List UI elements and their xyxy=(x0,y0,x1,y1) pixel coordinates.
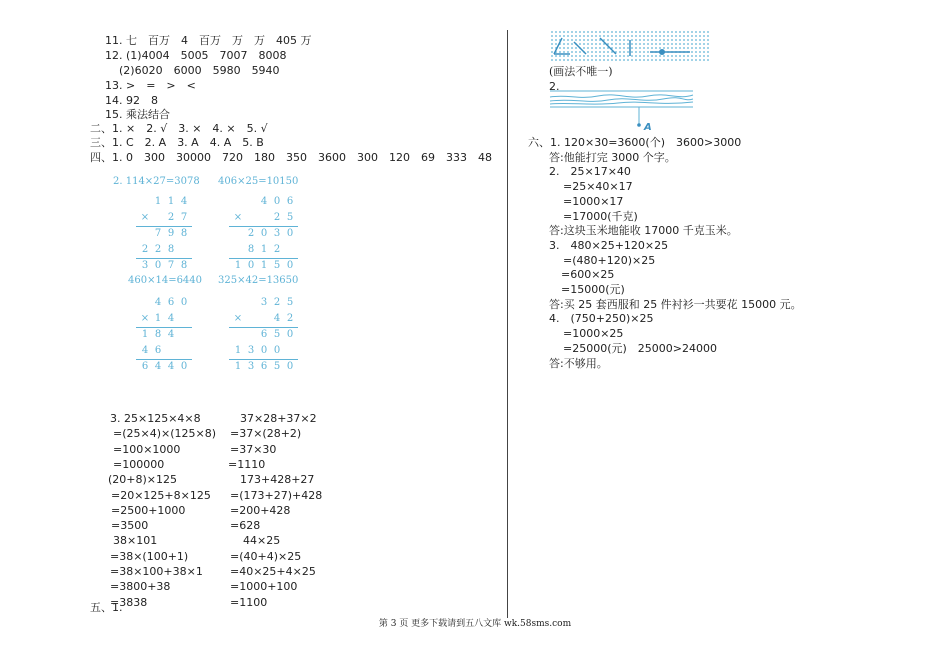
vertical-calc-406x25 xyxy=(231,196,306,276)
calc-digit: × xyxy=(233,212,243,223)
vertical-calc-114x27 xyxy=(138,196,198,276)
calc-digit: × xyxy=(140,313,150,324)
calc-digit: 6 xyxy=(154,345,162,356)
calc-digit: 0 xyxy=(273,345,281,356)
simplification-step: =3500 xyxy=(111,519,149,533)
calc-digit: 3 xyxy=(260,297,268,308)
vertical-calc-title-4: 325×42=13650 xyxy=(218,275,299,286)
drawing-note: (画法不唯一) xyxy=(549,65,613,78)
calc-digit: 3 xyxy=(247,361,255,372)
answer-section-2: 二、1. × 2. √ 3. × 4. × 5. √ xyxy=(90,122,268,135)
simplification-step: =40×25+4×25 xyxy=(230,565,316,578)
vertical-calc-title-1: 2. 114×27=3078 xyxy=(113,176,200,187)
simplification-step: (20+8)×125 xyxy=(108,473,178,487)
calc-digit: 4 xyxy=(154,297,162,308)
answer-line-12-2: (2)6020 6000 5980 5940 xyxy=(119,64,280,77)
simplification-step: =(173+27)+428 xyxy=(230,488,323,502)
calc-digit: 5 xyxy=(286,297,294,308)
calc-digit: 0 xyxy=(154,260,162,271)
calc-underline xyxy=(136,226,192,227)
calc-digit: 6 xyxy=(167,297,175,308)
answer-line-11: 11. 七 百万 4 百万 万 万 405 万 xyxy=(105,34,312,47)
simplification-step: =37×30 xyxy=(230,442,277,456)
simplification-step: 44×25 xyxy=(243,534,281,548)
calc-digit: 1 xyxy=(234,361,242,372)
answer-section-4: 四、1. 0 300 30000 720 180 350 3600 300 120 69 333 48 xyxy=(90,151,492,164)
calc-digit: 3 xyxy=(247,345,255,356)
calc-digit: 5 xyxy=(273,329,281,340)
calc-digit: 0 xyxy=(286,228,294,239)
calc-digit: 8 xyxy=(180,260,188,271)
calc-digit: 6 xyxy=(260,329,268,340)
calc-digit: 1 xyxy=(234,260,242,271)
simplification-step: =1000+100 xyxy=(230,580,298,594)
simplification-step: =2500+1000 xyxy=(111,503,186,517)
calc-underline xyxy=(229,327,298,328)
calc-underline xyxy=(136,327,192,328)
answer-section-3: 三、1. C 2. A 3. A 4. A 5. B xyxy=(90,136,264,149)
calc-digit: 0 xyxy=(286,361,294,372)
calc-digit: × xyxy=(140,212,150,223)
calc-digit: 3 xyxy=(273,228,281,239)
answer-section-5: 五、1. xyxy=(90,601,123,614)
calc-underline xyxy=(136,359,192,360)
word-problem-line: =15000(元) xyxy=(561,283,625,296)
river-distance-figure xyxy=(548,88,698,134)
calc-digit: 1 xyxy=(141,329,149,340)
simplification-step: =3838 xyxy=(110,595,148,609)
calc-underline xyxy=(229,226,298,227)
calc-underline xyxy=(229,359,298,360)
calc-underline xyxy=(136,258,192,259)
simplification-step: 173+428+27 xyxy=(240,473,315,487)
calc-digit: 2 xyxy=(273,212,281,223)
word-problem-line: =17000(千克) xyxy=(563,209,638,223)
calc-digit: 4 xyxy=(167,329,175,340)
simplification-step: =628 xyxy=(230,519,261,533)
calc-digit: 1 xyxy=(260,244,268,255)
word-problem-line: 答:他能打完 3000 个字。 xyxy=(549,150,676,164)
calc-digit: 2 xyxy=(286,313,294,324)
simplification-step: =3800+38 xyxy=(110,580,171,594)
simplification-step: =(25×4)×(125×8) xyxy=(113,427,217,441)
calc-digit: 0 xyxy=(260,228,268,239)
calc-digit: 1 xyxy=(260,260,268,271)
calc-digit: 7 xyxy=(167,260,175,271)
calc-digit: 2 xyxy=(273,244,281,255)
calc-digit: 9 xyxy=(167,228,175,239)
simplification-step: =38×(100+1) xyxy=(110,549,189,563)
simplification-step: =(40+4)×25 xyxy=(230,549,302,563)
column-divider xyxy=(507,30,508,618)
vertical-calc-title-2: 406×25=10150 xyxy=(218,176,299,187)
parallel-lines-drawing-figure xyxy=(550,30,710,62)
word-problem-line: =1000×17 xyxy=(563,194,624,208)
calc-digit: 8 xyxy=(167,244,175,255)
calc-digit: 4 xyxy=(180,196,188,207)
calc-digit: 4 xyxy=(167,313,175,324)
calc-digit: 4 xyxy=(273,313,281,324)
calc-digit: 2 xyxy=(167,212,175,223)
word-problem-line: =600×25 xyxy=(561,268,615,282)
word-problem-line: =1000×25 xyxy=(563,327,624,341)
vertical-calc-460x14 xyxy=(138,297,198,377)
word-problem-line: 答:不够用。 xyxy=(549,356,608,370)
simplification-step: 37×28+37×2 xyxy=(240,412,317,425)
calc-digit: 8 xyxy=(247,244,255,255)
calc-digit: 8 xyxy=(180,228,188,239)
calc-digit: 4 xyxy=(167,361,175,372)
calc-digit: 0 xyxy=(260,345,268,356)
word-problem-line: 答:买 25 套西服和 25 件衬衫一共要花 15000 元。 xyxy=(549,297,802,311)
calc-digit: 1 xyxy=(154,196,162,207)
word-problem-line: 六、1. 120×30=3600(个) 3600>3000 xyxy=(528,136,742,149)
calc-digit: 8 xyxy=(154,329,162,340)
simplification-step: 38×101 xyxy=(113,534,158,548)
calc-digit: 0 xyxy=(286,329,294,340)
calc-digit: 1 xyxy=(234,345,242,356)
calc-digit: 0 xyxy=(180,361,188,372)
vertical-calc-title-3: 460×14=6440 xyxy=(128,275,203,286)
calc-digit: 2 xyxy=(273,297,281,308)
word-problem-line: 3. 480×25+120×25 xyxy=(549,238,669,252)
simplification-step: =38×100+38×1 xyxy=(110,565,203,578)
calc-digit: 4 xyxy=(260,196,268,207)
calc-digit: × xyxy=(233,313,243,324)
answer-line-14: 14. 92 8 xyxy=(105,94,158,107)
calc-digit: 0 xyxy=(180,297,188,308)
word-problem-line: =(480+120)×25 xyxy=(563,253,656,267)
calc-digit: 2 xyxy=(141,244,149,255)
calc-digit: 6 xyxy=(286,196,294,207)
calc-digit: 2 xyxy=(247,228,255,239)
word-problem-line: 2. 25×17×40 xyxy=(549,165,631,179)
calc-digit: 2 xyxy=(154,244,162,255)
simplification-step: =100000 xyxy=(113,457,165,471)
calc-digit: 4 xyxy=(141,345,149,356)
calc-digit: 5 xyxy=(273,260,281,271)
calc-digit: 6 xyxy=(141,361,149,372)
calc-digit: 0 xyxy=(247,260,255,271)
point-a-label: A xyxy=(644,122,652,133)
vertical-calc-325x42 xyxy=(231,297,306,377)
calc-underline xyxy=(229,258,298,259)
simplification-step: 3. 25×125×4×8 xyxy=(110,412,201,425)
word-problem-line: =25×40×17 xyxy=(563,180,633,194)
simplification-step: =20×125+8×125 xyxy=(111,488,211,502)
simplification-step: =1110 xyxy=(228,457,266,471)
answer-line-13: 13. > = > < xyxy=(105,79,196,92)
calc-digit: 4 xyxy=(154,361,162,372)
calc-digit: 7 xyxy=(154,228,162,239)
answer-line-15: 15. 乘法结合 xyxy=(105,108,170,121)
answer-line-12-1: 12. (1)4004 5005 7007 8008 xyxy=(105,49,287,62)
calc-digit: 5 xyxy=(286,212,294,223)
simplification-step: =37×(28+2) xyxy=(230,427,302,441)
drawing-item-2-label: 2. xyxy=(549,80,560,93)
simplification-step: =1100 xyxy=(230,595,268,609)
calc-digit: 5 xyxy=(273,361,281,372)
simplification-step: =200+428 xyxy=(230,503,291,517)
page-footer: 第 3 页 更多下载请到五八文库 wk.58sms.com xyxy=(378,619,572,629)
calc-digit: 1 xyxy=(167,196,175,207)
calc-digit: 0 xyxy=(286,260,294,271)
word-problem-line: 答:这块玉米地能收 17000 千克玉米。 xyxy=(549,224,738,238)
word-problem-line: =25000(元) 25000>24000 xyxy=(563,341,717,355)
calc-digit: 1 xyxy=(154,313,162,324)
calc-digit: 0 xyxy=(273,196,281,207)
calc-digit: 7 xyxy=(180,212,188,223)
calc-digit: 6 xyxy=(260,361,268,372)
simplification-step: =100×1000 xyxy=(113,442,181,456)
calc-digit: 3 xyxy=(141,260,149,271)
word-problem-line: 4. (750+250)×25 xyxy=(549,312,654,326)
